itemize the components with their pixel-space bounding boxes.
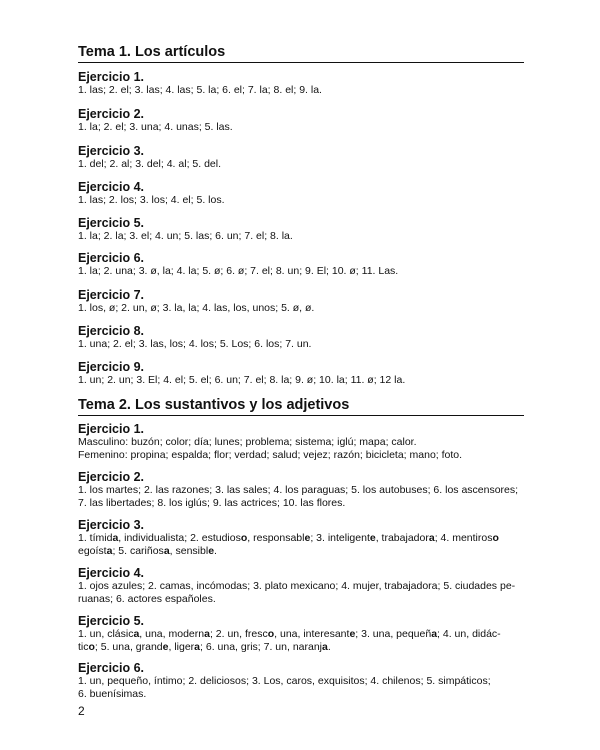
- exercise-answers-femenino: Femenino: propina; espalda; flor; verdad; salud; vejez; razón; bicicleta; mano; foto.: [78, 449, 463, 461]
- t2-exercise-4-block: [78, 566, 524, 606]
- exercise-title: Ejercicio 1.: [78, 70, 145, 84]
- exercise-title: Ejercicio 6.: [78, 251, 145, 265]
- exercise-answers: ruanas; 6. actores españoles.: [78, 593, 216, 605]
- exercise-answers: 7. las libertades; 8. los iglús; 9. las actrices; 10. las flores.: [78, 497, 346, 509]
- exercise-9-block: [78, 360, 524, 387]
- exercise-6-block: [78, 251, 524, 278]
- t2-exercise-5-block: [78, 614, 524, 654]
- exercise-title: Ejercicio 8.: [78, 324, 145, 338]
- exercise-answers: 1. tímida, individualista; 2. estudioso, responsable; 3. inteligente, trabajadora; 4. mentiroso: [78, 532, 499, 544]
- exercise-8-block: [78, 324, 524, 351]
- exercise-answers: 1. un, pequeño, íntimo; 2. deliciosos; 3. Los, caros, exquisitos; 4. chilenos; 5. simpáticos;: [78, 675, 491, 687]
- exercise-title: Ejercicio 1.: [78, 422, 145, 436]
- exercise-answers: 1. un, clásica, una, moderna; 2. un, fresco, una, interesante; 3. una, pequeña; 4. un, didác-: [78, 628, 501, 640]
- exercise-answers: 1. la; 2. el; 3. una; 4. unas; 5. las.: [78, 121, 233, 133]
- exercise-7-block: [78, 288, 524, 315]
- exercise-answers: 1. las; 2. los; 3. los; 4. el; 5. los.: [78, 194, 225, 206]
- exercise-answers: 1. un; 2. un; 3. El; 4. el; 5. el; 6. un; 7. el; 8. la; 9. ø; 10. la; 11. ø; 12 la.: [78, 374, 406, 386]
- exercise-title: Ejercicio 3.: [78, 518, 145, 532]
- t2-exercise-1-block: [78, 422, 524, 462]
- t2-exercise-3-block: [78, 518, 524, 558]
- exercise-4-block: [78, 180, 524, 207]
- exercise-answers: 1. la; 2. una; 3. ø, la; 4. la; 5. ø; 6. ø; 7. el; 8. un; 9. El; 10. ø; 11. Las.: [78, 265, 399, 277]
- section-title-tema-2: Tema 2. Los sustantivos y los adjetivos: [78, 396, 524, 416]
- exercise-answers: egoísta; 5. cariñosa, sensible.: [78, 545, 217, 557]
- exercise-2-block: [78, 107, 524, 134]
- page-number: 2: [78, 704, 85, 718]
- exercise-answers: 1. ojos azules; 2. camas, incómodas; 3. plato mexicano; 4. mujer, trabajadora; 5. ciudades pe-: [78, 580, 516, 592]
- exercise-1-block: [78, 70, 524, 97]
- exercise-title: Ejercicio 7.: [78, 288, 145, 302]
- exercise-answers-masculino: Masculino: buzón; color; día; lunes; problema; sistema; iglú; mapa; calor.: [78, 436, 417, 448]
- exercise-title: Ejercicio 5.: [78, 216, 145, 230]
- exercise-title: Ejercicio 2.: [78, 107, 145, 121]
- exercise-answers: 1. una; 2. el; 3. las, los; 4. los; 5. Los; 6. los; 7. un.: [78, 338, 312, 350]
- exercise-title: Ejercicio 3.: [78, 144, 145, 158]
- exercise-title: Ejercicio 5.: [78, 614, 145, 628]
- exercise-title: Ejercicio 4.: [78, 180, 145, 194]
- exercise-title: Ejercicio 9.: [78, 360, 145, 374]
- exercise-answers: 6. buenísimas.: [78, 688, 147, 700]
- exercise-title: Ejercicio 6.: [78, 661, 145, 675]
- exercise-title: Ejercicio 4.: [78, 566, 145, 580]
- exercise-3-block: [78, 144, 524, 171]
- exercise-answers: 1. los, ø; 2. un, ø; 3. la, la; 4. las, los, unos; 5. ø, ø.: [78, 302, 315, 314]
- exercise-answers: 1. del; 2. al; 3. del; 4. al; 5. del.: [78, 158, 222, 170]
- exercise-5-block: [78, 216, 524, 243]
- exercise-answers: 1. la; 2. la; 3. el; 4. un; 5. las; 6. un; 7. el; 8. la.: [78, 230, 293, 242]
- section-title-tema-1: Tema 1. Los artículos: [78, 43, 524, 63]
- exercise-answers: 1. los martes; 2. las razones; 3. las sales; 4. los paraguas; 5. los autobuses; 6. los ascensores;: [78, 484, 519, 496]
- exercise-title: Ejercicio 2.: [78, 470, 145, 484]
- t2-exercise-2-block: [78, 470, 524, 510]
- exercise-answers: tico; 5. una, grande, ligera; 6. una, gris; 7. un, naranja.: [78, 641, 331, 653]
- t2-exercise-6-block: [78, 661, 524, 701]
- exercise-answers: 1. las; 2. el; 3. las; 4. las; 5. la; 6. el; 7. la; 8. el; 9. la.: [78, 84, 322, 96]
